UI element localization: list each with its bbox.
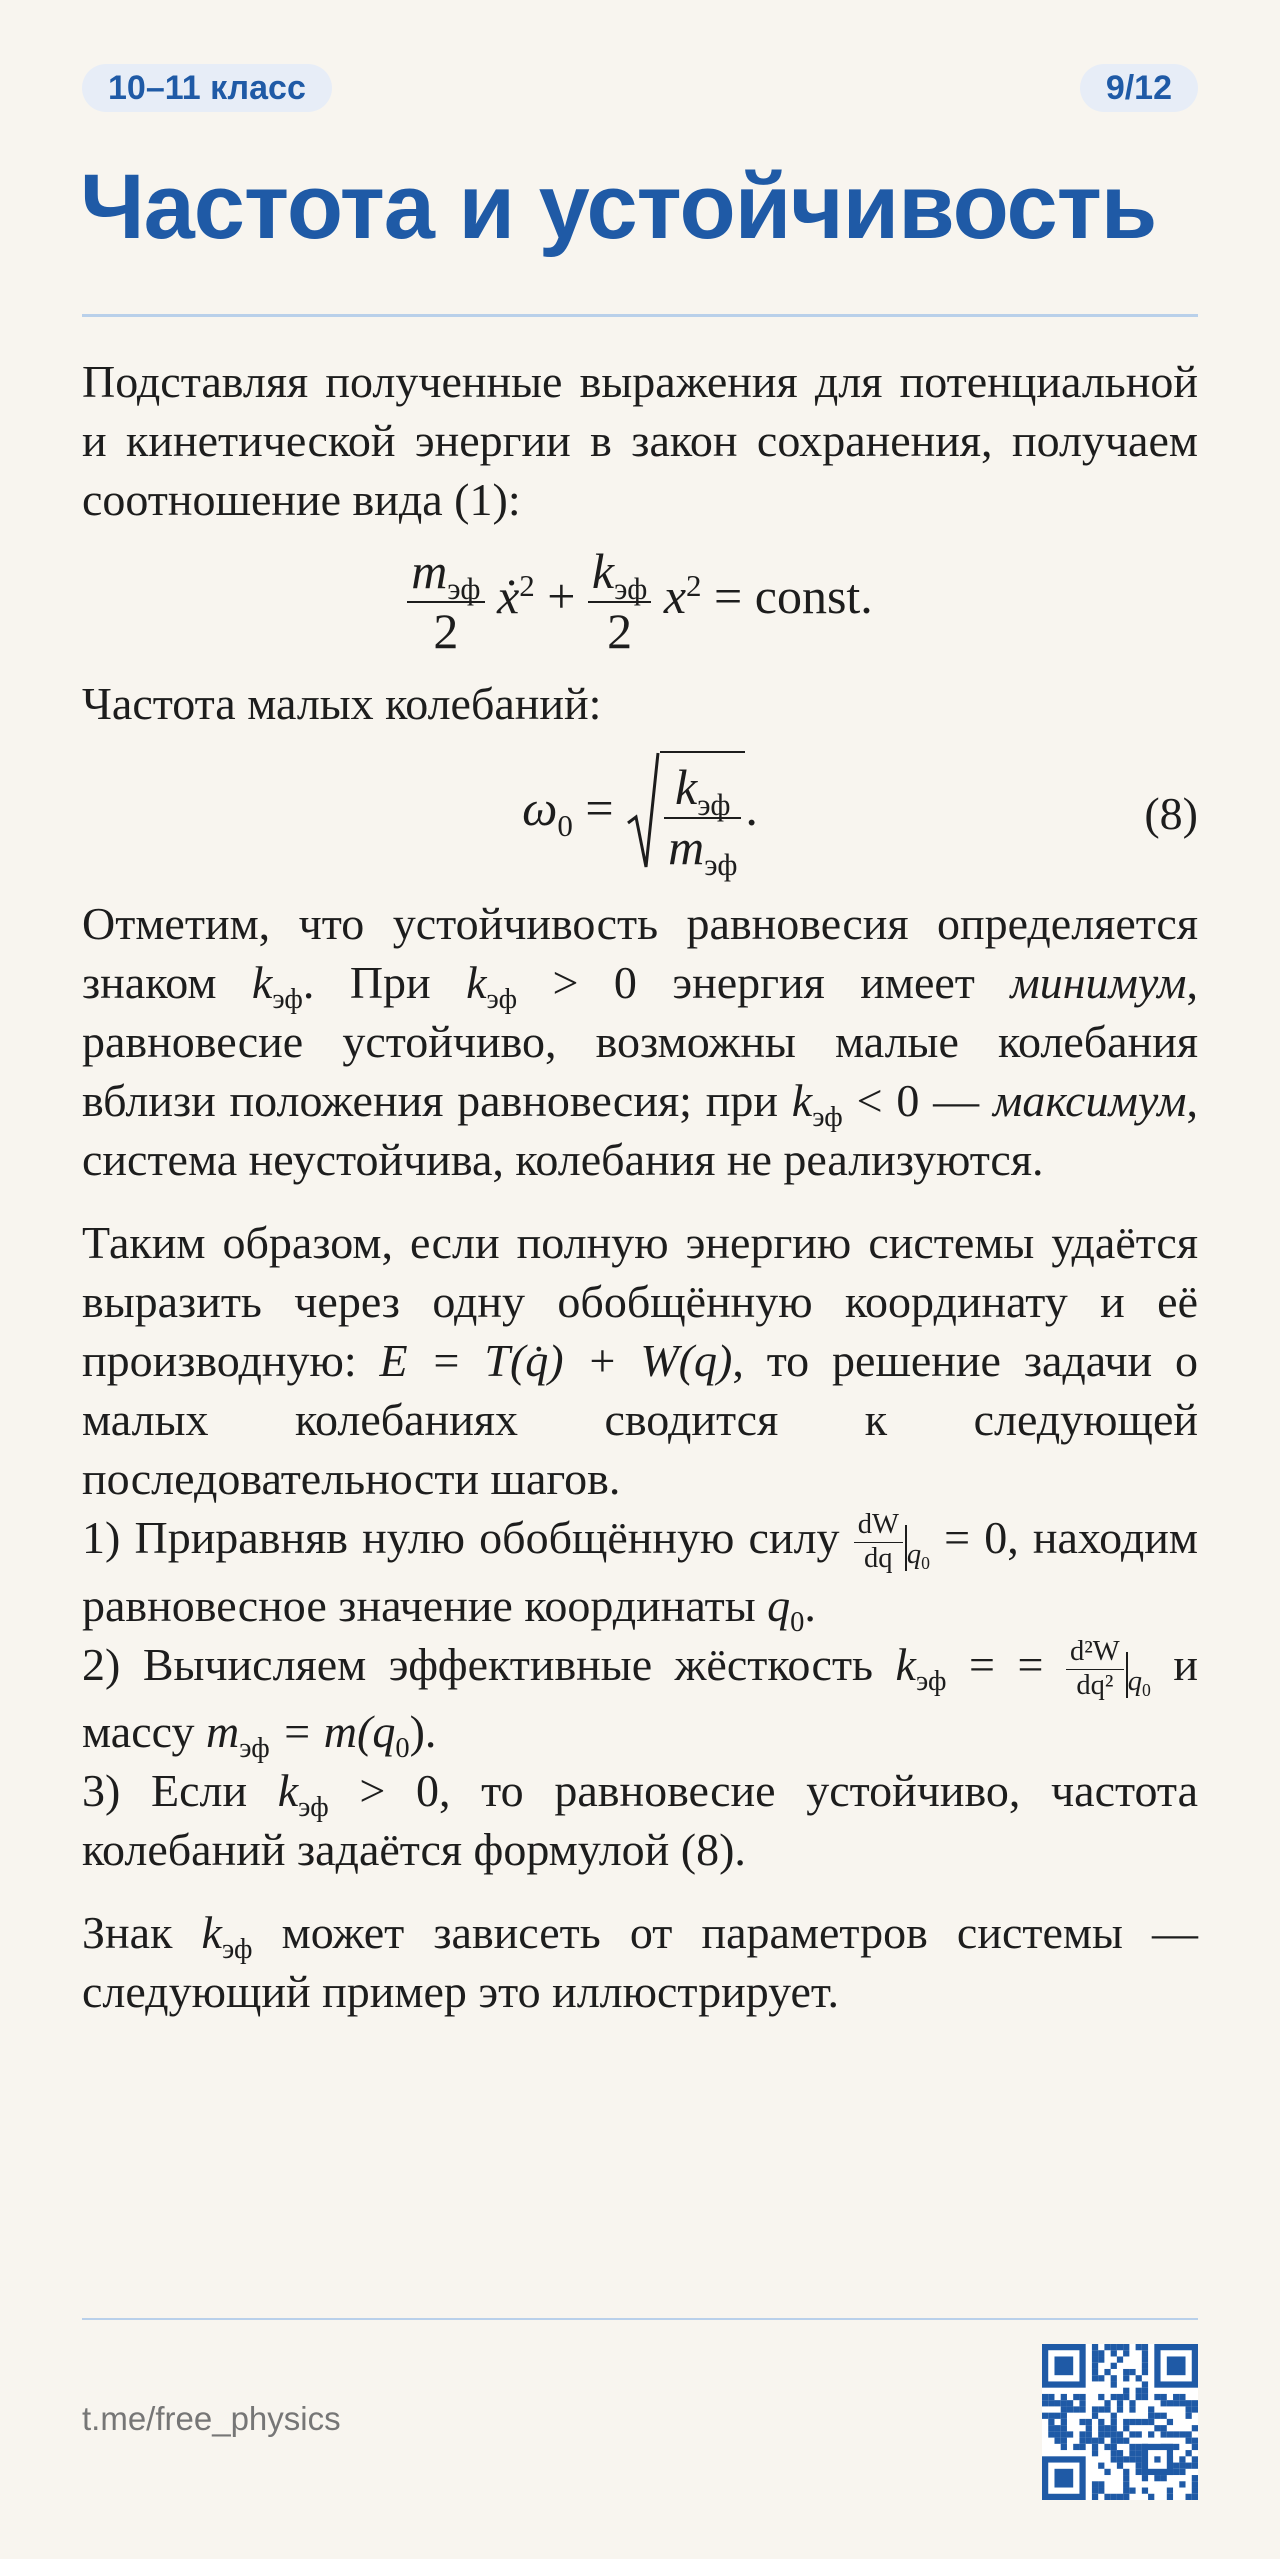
plus-sign: +	[547, 567, 576, 624]
stiffness-symbol: k	[591, 543, 615, 599]
force-derivative-fraction: $\frac{dW}{dq}$	[854, 1509, 903, 1576]
telegram-channel-link[interactable]: t.me/free_physics	[82, 2400, 341, 2437]
mass-symbol: m	[668, 818, 705, 875]
power: 2	[686, 567, 702, 603]
eff-subscript: эф	[614, 570, 648, 606]
eff-subscript: эф	[697, 786, 731, 822]
page-counter-badge: 9/12	[1080, 64, 1198, 112]
energy-formula: E = T(q̇) + W(q)	[379, 1335, 733, 1386]
header-divider	[82, 314, 1198, 317]
eff-subscript: эф	[447, 570, 481, 606]
evaluation-bar	[905, 1525, 907, 1571]
square-root	[626, 751, 745, 882]
paragraph-method: Таким образом, если полную энергию системы удаётся выразить через одну обобщённую координату и её производную: E = T(q̇) + W(q), то решение задачи о малых колебаниях сводится к следующей последовательности шагов.	[82, 1217, 1198, 1504]
paragraph-conclusion: Знак $k_{эф}$ может зависеть от параметров системы — следующий пример это иллюстрирует.	[82, 1907, 1198, 2018]
velocity-symbol: ẋ	[497, 567, 520, 624]
fraction-denominator: 2	[607, 602, 633, 659]
radical-sign-icon	[626, 751, 660, 873]
minimum-term: минимум	[1010, 957, 1187, 1008]
evaluation-bar	[1126, 1652, 1128, 1698]
stiffness-over-mass-fraction	[664, 759, 741, 882]
paragraph-intro: Подставляя полученные выражения для потенциальной и кинетической энергии в закон сохранения, получаем соотношение вида (1):	[82, 356, 1198, 525]
step-2: 2) Вычисляем эффективные жёсткость $k_{эф}$ = = $\frac{\text{d²W}}{\text{dq²}}$ $_{q_0}$ и массу $m_{эф} = m(q_0)$.	[82, 1635, 1198, 1765]
period: .	[745, 779, 758, 836]
frequency-equation	[82, 751, 1198, 882]
second-derivative-fraction: $\frac{\text{d²W}}{\text{dq²}}$	[1066, 1636, 1124, 1703]
mass-symbol: m	[411, 543, 448, 599]
equation-rhs: = const.	[714, 567, 873, 624]
article-body	[82, 352, 1198, 2021]
eff-subscript: эф	[704, 846, 738, 882]
footer-divider	[82, 2318, 1198, 2320]
step-1: 1) Приравняв нулю обобщённую силу $\frac{dW}{dq}$ $_{q_0}$ = 0, находим равновесное значение координаты $q_0$.	[82, 1509, 1198, 1638]
energy-conservation-equation	[82, 543, 1198, 660]
page-title: Частота и устойчивость	[80, 156, 1157, 258]
qr-code-icon	[1042, 2344, 1198, 2500]
omega-symbol: ω	[522, 779, 558, 836]
mass-fraction	[407, 543, 484, 660]
coordinate-symbol: x	[663, 567, 687, 624]
paragraph-frequency: Частота малых колебаний:	[82, 678, 602, 729]
fraction-denominator: 2	[433, 602, 459, 659]
paragraph-stability: Отметим, что устойчивость равновесия определяется знаком $k_{эф}$. При $k_{эф} > 0$ энергия имеет минимум, равновесие устойчиво, возможны малые колебания вблизи положения равновесия; при $k_{эф} < 0$ — максимум, система неустойчива, колебания не реализуются.	[82, 898, 1199, 1185]
omega-subscript: 0	[557, 807, 573, 843]
equals-sign: =	[585, 779, 614, 836]
stiffness-symbol: k	[251, 957, 273, 1008]
step-3: 3) Если $k_{эф} > 0$, то равновесие устойчиво, частота колебаний задаётся формулой (8).	[82, 1765, 1198, 1876]
maximum-term: максимум	[992, 1075, 1187, 1126]
equation-number: (8)	[1144, 787, 1198, 839]
grade-badge: 10–11 класс	[82, 64, 332, 112]
stiffness-fraction	[588, 543, 651, 660]
stiffness-symbol: k	[675, 759, 698, 815]
power: 2	[519, 567, 535, 603]
